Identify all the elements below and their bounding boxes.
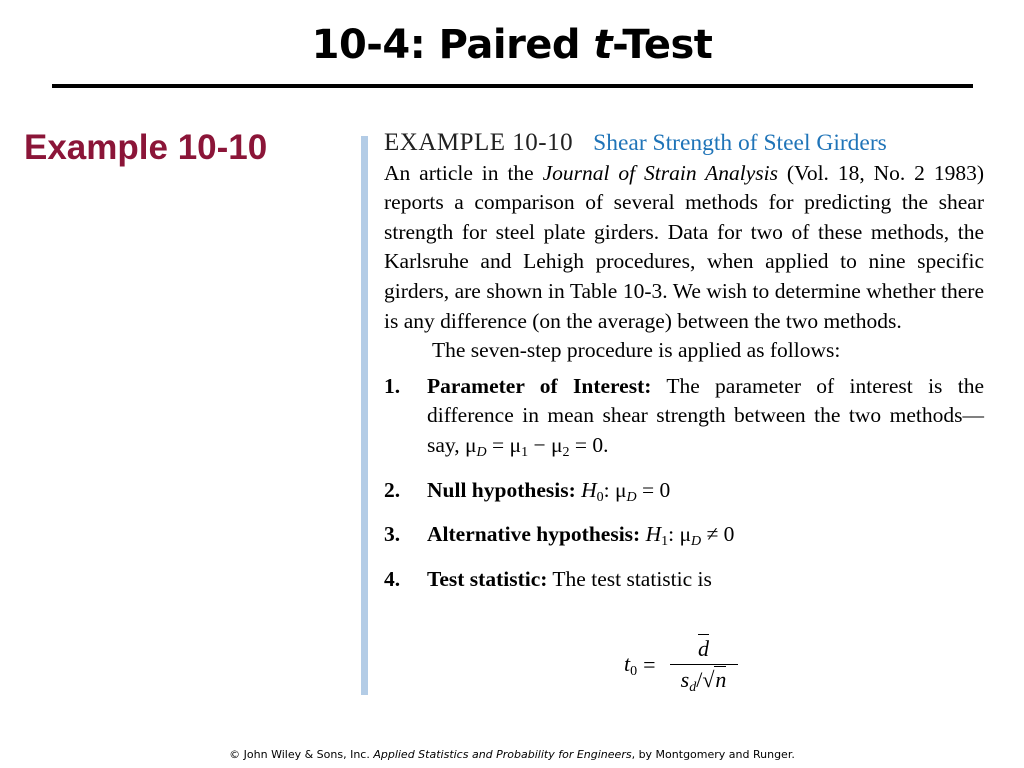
step-number: 2. [384,477,401,502]
step-1 [384,372,984,468]
step-text: The parameter of interest is the difference in mean shear strength between the two methods—say, [427,373,984,457]
step-text: The test statistic is [547,566,712,591]
para1-pre: An article in the [384,160,543,185]
para1-post: (Vol. 18, No. 2 1983) reports a comparison of several methods for predicting the shear strength for steel plate girders. Data for two of these methods, the Karlsruhe and Lehigh procedures, when applied to nine specific girders, are shown in Table 10-3. We wish to determine whether there is any difference (on the average) between the two methods. [384,160,985,333]
title-prefix: 10-4: Paired [311,22,594,68]
step-number: 1. [384,373,401,398]
numerator-dbar: d [698,636,710,661]
example-heading [384,128,984,159]
step-4 [384,565,984,595]
footer-book: Applied Statistics and Probability for Engineers [373,748,632,761]
step-number: 3. [384,522,401,547]
alternative-hypothesis-formula: $H_1$: $\mu_D \ne 0$ [645,522,735,550]
null-hypothesis-formula: $H_0$: $\mu_D = 0$ [581,477,671,505]
step-3 [384,520,984,557]
procedure-intro: The seven-step procedure is applied as follows: [432,338,841,363]
step-number: 4. [384,566,401,591]
title-underline [52,84,973,88]
footer-suffix: , by Montgomery and Runger. [631,748,795,761]
step-2 [384,476,984,513]
test-statistic-formula: $t_0$ = $\frac{d}{s_d/√n}$ [624,634,738,696]
title-suffix: -Test [612,22,713,68]
footer-prefix: © John Wiley & Sons, Inc. [229,748,374,761]
title-italic-t: t [593,22,613,68]
t0-symbol: $t_0$ [624,650,638,679]
journal-name: Journal of Strain Analysis [542,160,778,185]
example-label: Example 10-10 [24,128,268,167]
example-tag: EXAMPLE 10-10 [384,129,574,156]
step-1-formula: $\mu_D = \mu_1 - \mu_2 = 0$. [465,432,609,460]
denominator: $s_d/√n$ [680,667,727,695]
example-box [384,128,984,602]
footer-citation [0,748,1024,761]
example-paragraph [384,159,984,337]
step-label: Test statistic: [427,566,548,591]
steps-list [384,372,984,595]
step-label: Parameter of Interest: [427,373,652,398]
fraction [670,634,738,696]
example-name: Shear Strength of Steel Girders [593,130,887,156]
step-label: Null hypothesis: [427,477,576,502]
example-side-bar [361,136,368,695]
slide-title [0,22,1024,68]
step-label: Alternative hypothesis: [427,522,641,547]
